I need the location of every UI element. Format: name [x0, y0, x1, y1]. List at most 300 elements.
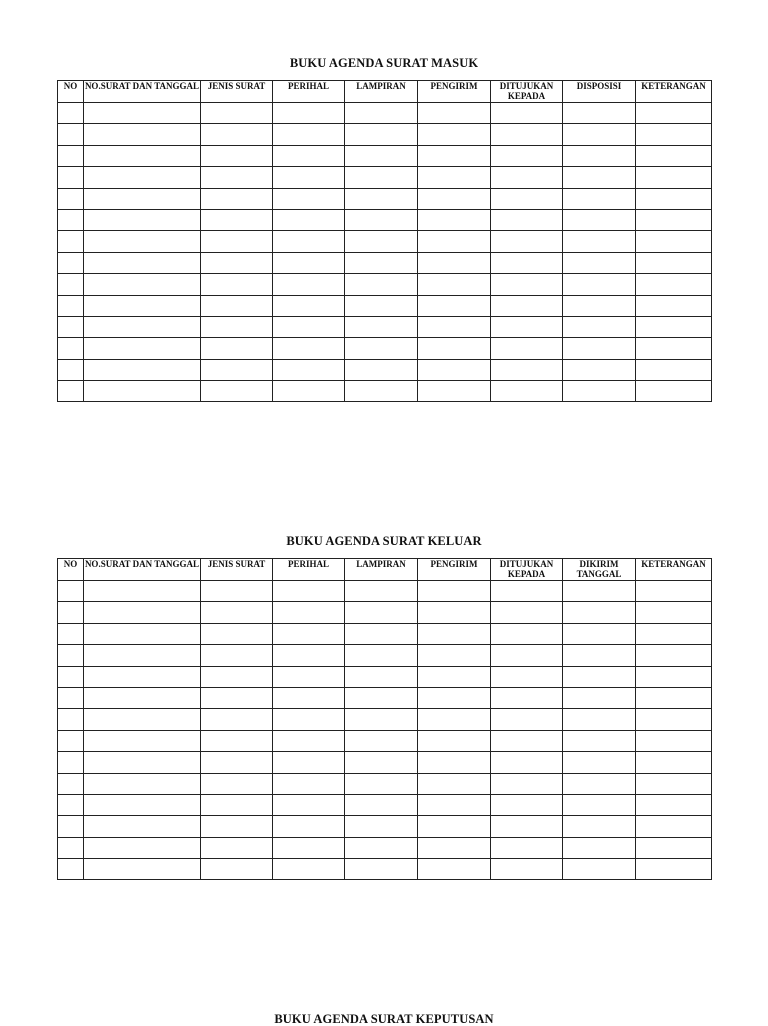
table-cell [491, 859, 563, 880]
table-cell [84, 274, 201, 295]
table-cell [491, 687, 563, 708]
table-cell [273, 645, 345, 666]
column-header-keterangan: KETERANGAN [636, 559, 712, 581]
table-cell [201, 145, 273, 166]
table-cell [273, 752, 345, 773]
table-cell [491, 381, 563, 402]
table-cell [84, 859, 201, 880]
table-row [58, 666, 712, 687]
table-cell [636, 602, 712, 623]
table-cell [58, 274, 84, 295]
table-row [58, 338, 712, 359]
agenda-surat-masuk-table [57, 80, 712, 402]
table-cell [636, 709, 712, 730]
table-cell [491, 730, 563, 751]
table-row [58, 274, 712, 295]
table-cell [345, 124, 418, 145]
table-cell [491, 602, 563, 623]
table-cell [563, 794, 636, 815]
table-cell [201, 581, 273, 602]
table-cell [636, 623, 712, 644]
table-cell [563, 188, 636, 209]
table-cell [273, 145, 345, 166]
table-cell [84, 188, 201, 209]
column-header-no-surat-dan-tanggal: NO.SURAT DAN TANGGAL [84, 81, 201, 103]
table-cell [201, 167, 273, 188]
table-cell [418, 359, 491, 380]
table-cell [273, 794, 345, 815]
table-cell [201, 687, 273, 708]
table-cell [636, 338, 712, 359]
table-cell [418, 837, 491, 858]
table-cell [636, 252, 712, 273]
table-cell [491, 645, 563, 666]
table-cell [563, 145, 636, 166]
table-cell [58, 359, 84, 380]
table-cell [636, 209, 712, 230]
table-cell [418, 252, 491, 273]
table-cell [345, 274, 418, 295]
table-cell [563, 602, 636, 623]
table-cell [84, 103, 201, 124]
table-row [58, 859, 712, 880]
table-cell [563, 730, 636, 751]
table-cell [84, 359, 201, 380]
table-row [58, 602, 712, 623]
table-cell [84, 209, 201, 230]
table-cell [84, 602, 201, 623]
table-cell [201, 645, 273, 666]
table-cell [491, 316, 563, 337]
table-cell [563, 252, 636, 273]
table-cell [273, 581, 345, 602]
table-row [58, 709, 712, 730]
table-cell [58, 167, 84, 188]
table-cell [345, 730, 418, 751]
table-cell [491, 816, 563, 837]
table-cell [58, 209, 84, 230]
table-cell [84, 295, 201, 316]
table-cell [418, 709, 491, 730]
table-cell [491, 103, 563, 124]
table-cell [273, 730, 345, 751]
table-body [58, 103, 712, 402]
table-cell [345, 623, 418, 644]
table-cell [418, 145, 491, 166]
table-cell [201, 752, 273, 773]
column-header-pengirim: PENGIRIM [418, 81, 491, 103]
table-row [58, 381, 712, 402]
table-cell [201, 359, 273, 380]
table-cell [418, 316, 491, 337]
table-cell [345, 602, 418, 623]
table-cell [58, 645, 84, 666]
table-cell [563, 295, 636, 316]
table-cell [58, 581, 84, 602]
column-header-ditujukan-kepada: DITUJUKAN KEPADA [491, 559, 563, 581]
table-cell [636, 359, 712, 380]
column-header-jenis-surat: JENIS SURAT [201, 559, 273, 581]
table-cell [273, 837, 345, 858]
table-cell [418, 602, 491, 623]
table-cell [418, 794, 491, 815]
table-cell [201, 295, 273, 316]
table-cell [345, 581, 418, 602]
table-cell [84, 145, 201, 166]
table-cell [636, 381, 712, 402]
table-cell [84, 666, 201, 687]
table-row [58, 645, 712, 666]
table-cell [345, 666, 418, 687]
table-cell [58, 666, 84, 687]
table-cell [201, 274, 273, 295]
table-cell [563, 773, 636, 794]
table-cell [418, 859, 491, 880]
table-cell [58, 752, 84, 773]
table-cell [636, 859, 712, 880]
table-cell [58, 623, 84, 644]
table-cell [201, 773, 273, 794]
table-cell [345, 209, 418, 230]
table-cell [273, 295, 345, 316]
table-cell [273, 188, 345, 209]
table-cell [201, 209, 273, 230]
table-cell [58, 145, 84, 166]
table-cell [418, 581, 491, 602]
table-cell [418, 687, 491, 708]
table-cell [84, 816, 201, 837]
table-cell [563, 837, 636, 858]
table-row [58, 231, 712, 252]
table-cell [636, 124, 712, 145]
table-row [58, 359, 712, 380]
table-cell [418, 752, 491, 773]
table-cell [201, 816, 273, 837]
table-row [58, 816, 712, 837]
table-cell [491, 188, 563, 209]
table-cell [636, 188, 712, 209]
table-cell [201, 709, 273, 730]
table-cell [636, 730, 712, 751]
table-row [58, 295, 712, 316]
table-cell [58, 231, 84, 252]
table-cell [84, 231, 201, 252]
table-cell [636, 752, 712, 773]
table-cell [273, 316, 345, 337]
table-cell [491, 295, 563, 316]
table-cell [84, 167, 201, 188]
table-cell [201, 837, 273, 858]
table-cell [273, 816, 345, 837]
column-header-perihal: PERIHAL [273, 559, 345, 581]
agenda-surat-masuk-title: BUKU AGENDA SURAT MASUK [289, 56, 479, 70]
table-cell [636, 794, 712, 815]
table-cell [491, 252, 563, 273]
table-cell [345, 794, 418, 815]
table-cell [84, 316, 201, 337]
table-cell [563, 623, 636, 644]
table-cell [345, 145, 418, 166]
table-cell [418, 623, 491, 644]
table-cell [418, 338, 491, 359]
table-cell [636, 581, 712, 602]
table-row [58, 752, 712, 773]
table-cell [273, 381, 345, 402]
table-cell [345, 338, 418, 359]
table-cell [563, 124, 636, 145]
table-cell [491, 773, 563, 794]
table-row [58, 252, 712, 273]
table-cell [563, 209, 636, 230]
table-cell [345, 295, 418, 316]
table-cell [491, 581, 563, 602]
table-cell [345, 316, 418, 337]
table-cell [273, 252, 345, 273]
table-cell [58, 602, 84, 623]
table-cell [84, 252, 201, 273]
column-header-dikirim-tanggal: DIKIRIM TANGGAL [563, 559, 636, 581]
table-cell [418, 167, 491, 188]
table-cell [636, 773, 712, 794]
table-cell [84, 709, 201, 730]
table-cell [201, 231, 273, 252]
table-cell [273, 274, 345, 295]
table-row [58, 837, 712, 858]
table-row [58, 316, 712, 337]
table-cell [84, 730, 201, 751]
table-cell [201, 103, 273, 124]
table-row [58, 103, 712, 124]
table-cell [563, 381, 636, 402]
table-cell [273, 687, 345, 708]
table-cell [273, 623, 345, 644]
column-header-jenis-surat: JENIS SURAT [201, 81, 273, 103]
table-cell [345, 752, 418, 773]
table-cell [563, 167, 636, 188]
table-cell [563, 359, 636, 380]
table-cell [418, 103, 491, 124]
table-cell [563, 709, 636, 730]
table-cell [563, 316, 636, 337]
table-cell [273, 773, 345, 794]
table-cell [201, 730, 273, 751]
table-cell [201, 188, 273, 209]
table-cell [84, 645, 201, 666]
table-cell [84, 623, 201, 644]
column-header-no: NO [58, 81, 84, 103]
table-cell [563, 666, 636, 687]
table-cell [84, 752, 201, 773]
table-cell [273, 602, 345, 623]
table-cell [58, 730, 84, 751]
table-cell [201, 859, 273, 880]
table-cell [418, 209, 491, 230]
column-header-pengirim: PENGIRIM [418, 559, 491, 581]
table-cell [58, 188, 84, 209]
table-cell [273, 338, 345, 359]
table-cell [636, 666, 712, 687]
table-cell [491, 167, 563, 188]
table-cell [418, 274, 491, 295]
table-row [58, 794, 712, 815]
table-cell [58, 773, 84, 794]
table-cell [418, 124, 491, 145]
table-cell [491, 231, 563, 252]
header-row [58, 559, 712, 581]
table-cell [84, 687, 201, 708]
table-cell [491, 837, 563, 858]
table-cell [201, 338, 273, 359]
table-cell [345, 103, 418, 124]
table-cell [345, 231, 418, 252]
table-cell [418, 730, 491, 751]
table-row [58, 124, 712, 145]
table-cell [201, 252, 273, 273]
table-cell [636, 103, 712, 124]
table-cell [345, 709, 418, 730]
agenda-surat-keluar-title: BUKU AGENDA SURAT KELUAR [286, 534, 482, 548]
table-cell [345, 167, 418, 188]
table-cell [563, 338, 636, 359]
table-cell [636, 816, 712, 837]
table-cell [273, 124, 345, 145]
table-cell [58, 837, 84, 858]
table-cell [491, 623, 563, 644]
table-row [58, 188, 712, 209]
table-cell [636, 167, 712, 188]
table-row [58, 730, 712, 751]
table-cell [84, 581, 201, 602]
table-cell [201, 602, 273, 623]
table-cell [58, 859, 84, 880]
table-cell [345, 773, 418, 794]
table-cell [636, 645, 712, 666]
table-row [58, 773, 712, 794]
table-cell [345, 687, 418, 708]
table-cell [84, 773, 201, 794]
table-cell [563, 274, 636, 295]
table-cell [201, 623, 273, 644]
table-row [58, 209, 712, 230]
table-cell [84, 124, 201, 145]
table-cell [273, 231, 345, 252]
table-cell [58, 316, 84, 337]
table-cell [58, 687, 84, 708]
table-row [58, 167, 712, 188]
table-cell [201, 316, 273, 337]
table-cell [345, 645, 418, 666]
table-cell [58, 816, 84, 837]
table-cell [201, 794, 273, 815]
table-cell [345, 381, 418, 402]
table-cell [636, 295, 712, 316]
table-cell [58, 794, 84, 815]
column-header-perihal: PERIHAL [273, 81, 345, 103]
table-cell [418, 295, 491, 316]
table-cell [58, 103, 84, 124]
table-cell [345, 859, 418, 880]
table-cell [418, 666, 491, 687]
table-row [58, 623, 712, 644]
table-cell [491, 124, 563, 145]
table-cell [84, 794, 201, 815]
table-cell [491, 209, 563, 230]
column-header-lampiran: LAMPIRAN [345, 559, 418, 581]
table-row [58, 145, 712, 166]
column-header-disposisi: DISPOSISI [563, 81, 636, 103]
table-cell [636, 687, 712, 708]
table-cell [273, 709, 345, 730]
table-cell [273, 359, 345, 380]
table-cell [201, 124, 273, 145]
table-cell [58, 124, 84, 145]
agenda-surat-keluar-table [57, 558, 712, 880]
table-cell [273, 103, 345, 124]
table-cell [563, 645, 636, 666]
table-cell [58, 252, 84, 273]
table-cell [273, 167, 345, 188]
column-header-keterangan: KETERANGAN [636, 81, 712, 103]
table-cell [563, 816, 636, 837]
table-cell [58, 295, 84, 316]
table-cell [418, 773, 491, 794]
table-cell [273, 859, 345, 880]
table-cell [418, 645, 491, 666]
table-cell [418, 816, 491, 837]
table-cell [491, 359, 563, 380]
table-cell [636, 274, 712, 295]
table-cell [58, 381, 84, 402]
column-header-lampiran: LAMPIRAN [345, 81, 418, 103]
table-cell [491, 666, 563, 687]
table-cell [418, 381, 491, 402]
table-cell [491, 752, 563, 773]
table-cell [201, 666, 273, 687]
table-cell [636, 145, 712, 166]
table-cell [84, 381, 201, 402]
table-cell [563, 752, 636, 773]
table-row [58, 687, 712, 708]
table-cell [418, 188, 491, 209]
table-cell [491, 338, 563, 359]
table-cell [491, 794, 563, 815]
table-cell [84, 837, 201, 858]
table-cell [418, 231, 491, 252]
table-cell [491, 709, 563, 730]
table-cell [345, 816, 418, 837]
table-cell [58, 338, 84, 359]
table-cell [636, 316, 712, 337]
table-cell [273, 209, 345, 230]
table-cell [636, 231, 712, 252]
table-cell [563, 581, 636, 602]
table-cell [58, 709, 84, 730]
column-header-no-surat-dan-tanggal: NO.SURAT DAN TANGGAL [84, 559, 201, 581]
header-row [58, 81, 712, 103]
column-header-no: NO [58, 559, 84, 581]
table-cell [273, 666, 345, 687]
table-cell [345, 252, 418, 273]
table-cell [636, 837, 712, 858]
table-cell [345, 837, 418, 858]
table-cell [84, 338, 201, 359]
table-cell [563, 103, 636, 124]
table-cell [201, 381, 273, 402]
table-cell [563, 231, 636, 252]
table-row [58, 581, 712, 602]
table-cell [563, 859, 636, 880]
table-cell [491, 145, 563, 166]
